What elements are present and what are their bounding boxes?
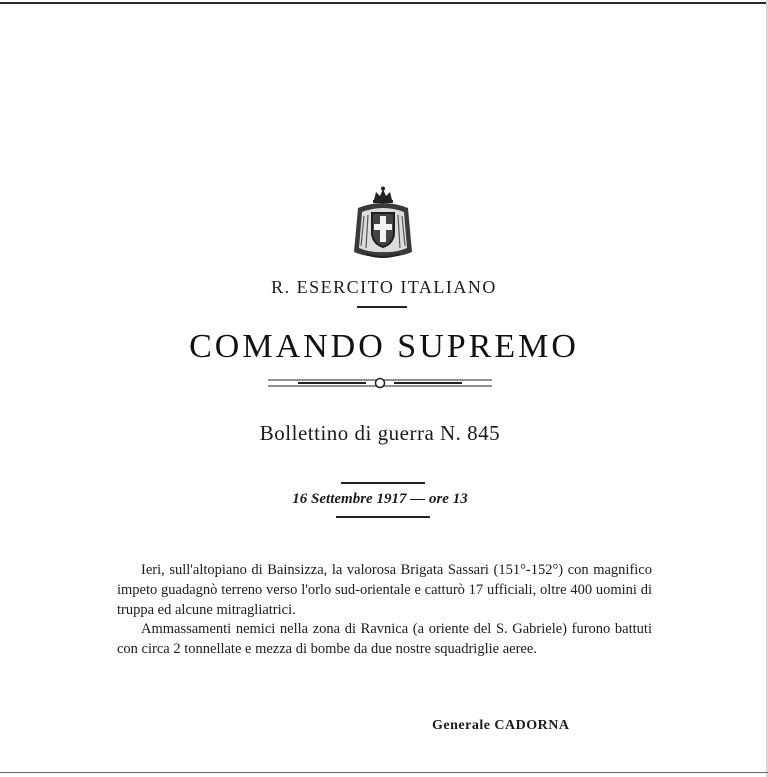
heading-divider — [357, 306, 407, 308]
date-top-divider — [341, 482, 425, 484]
body-paragraph: Ammassamenti nemici nella zona di Ravnica (a oriente del S. Gabriele) furono battuti con circa 2 tonnellate e mezza di bombe da due nostre squadriglie aeree. — [117, 621, 652, 658]
command-title: COMANDO SUPREMO — [189, 328, 579, 365]
date-bottom-divider — [336, 516, 430, 518]
bottom-border-line — [0, 772, 768, 773]
royal-coat-of-arms-icon — [350, 186, 416, 262]
bulletin-date: 16 Settembre 1917 — ore 13 — [292, 491, 468, 507]
bulletin-body — [117, 561, 652, 660]
ornamental-divider — [268, 374, 492, 390]
army-heading: R. ESERCITO ITALIANO — [271, 277, 497, 297]
body-paragraph: Ieri, sull'altopiano di Bainsizza, la valorosa Brigata Sassari (151°-152°) con magnifico impeto guadagnò terreno verso l'orlo sud-orientale e catturò 17 ufficiali, oltre 400 uomini di truppa ed alcune mitragliatrici. — [117, 562, 652, 618]
bulletin-title: Bollettino di guerra N. 845 — [259, 421, 501, 445]
signature: Generale CADORNA — [432, 718, 570, 733]
top-border-line — [0, 2, 768, 4]
